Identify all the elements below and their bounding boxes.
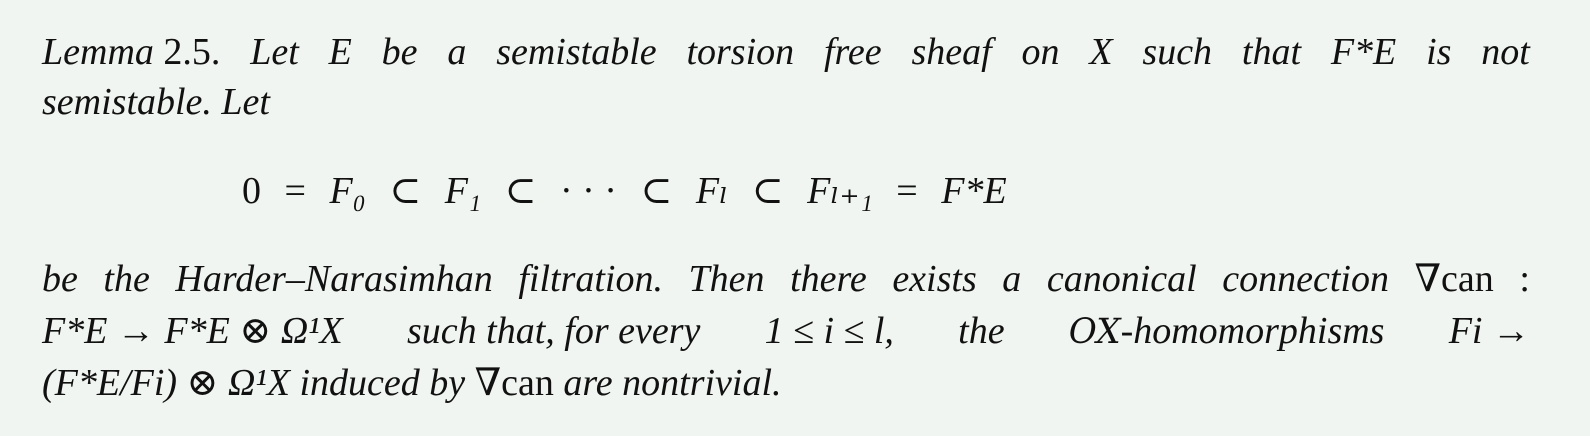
- nabla-can-symbol-2: ∇can: [474, 362, 554, 404]
- body-line-5: [42, 360, 1530, 405]
- word-sheaf: sheaf: [911, 31, 992, 73]
- word-is: is: [1426, 31, 1452, 73]
- eq-subset-2: ⊂: [504, 170, 537, 212]
- symbol-x: X: [1089, 31, 1113, 73]
- lemma-heading: Lemma 2.5.: [42, 31, 221, 73]
- body-line-3: [42, 256, 1530, 301]
- word-let: Let: [250, 31, 299, 73]
- lemma-line-2: semistable. Let: [42, 81, 270, 123]
- colon-symbol: :: [1519, 258, 1530, 300]
- display-equation: [242, 168, 1007, 213]
- word-free: free: [823, 31, 882, 73]
- symbol-fstar-e: F*E: [1330, 31, 1397, 73]
- word-connection: connection: [1222, 258, 1389, 300]
- eq-dots: · · ·: [560, 170, 617, 212]
- word-be-2: be: [42, 258, 78, 300]
- word-the-2: the: [958, 310, 1005, 352]
- body-line-4: [42, 308, 1530, 353]
- eq-subset-4: ⊂: [751, 170, 784, 212]
- sheaf-homomorphisms: [1069, 309, 1385, 353]
- word-the: the: [103, 258, 150, 300]
- lemma-line-1: [42, 30, 1530, 74]
- text-induced-by: induced by: [299, 362, 466, 404]
- structure-sheaf-symbol: OX: [1068, 312, 1121, 352]
- eq-fl-plus-1: Fₗ₊₁: [807, 170, 873, 212]
- text-homomorphisms: -homomorphisms: [1120, 310, 1385, 352]
- map-expression: F*E → F*E ⊗ Ω¹X: [42, 310, 343, 352]
- text-such-that: such that, for every: [407, 310, 701, 352]
- word-on: on: [1021, 31, 1060, 73]
- text-are-nontrivial: are nontrivial.: [563, 362, 782, 404]
- word-harder-narasimhan: Harder–Narasimhan: [175, 258, 493, 300]
- word-such: such: [1142, 31, 1213, 73]
- word-that: that: [1241, 31, 1302, 73]
- eq-f1: F₁: [444, 170, 482, 212]
- word-be: be: [381, 31, 418, 73]
- eq-subset-3: ⊂: [640, 170, 673, 212]
- word-canonical: canonical: [1046, 258, 1197, 300]
- word-not: not: [1481, 31, 1530, 73]
- word-a-2: a: [1002, 258, 1022, 300]
- map-fi: Fi →: [1448, 310, 1530, 352]
- symbol-e: E: [328, 31, 352, 73]
- index-range: 1 ≤ i ≤ l,: [764, 310, 894, 352]
- word-torsion: torsion: [686, 31, 795, 73]
- word-semistable: semistable: [496, 31, 657, 73]
- word-then: Then: [688, 258, 765, 300]
- eq-subset-1: ⊂: [389, 170, 422, 212]
- word-filtration: filtration.: [518, 258, 663, 300]
- word-there: there: [790, 258, 867, 300]
- eq-fstar-e: F*E: [941, 170, 1007, 212]
- eq-equals-2: =: [896, 170, 918, 212]
- eq-equals-1: =: [284, 170, 306, 212]
- eq-zero: 0: [242, 170, 261, 212]
- eq-fl: Fₗ: [695, 170, 729, 212]
- word-exists: exists: [892, 258, 977, 300]
- nabla-can-symbol: ∇can: [1414, 258, 1494, 300]
- word-a: a: [447, 31, 467, 73]
- quotient-expression: (F*E/Fi) ⊗ Ω¹X: [42, 362, 290, 404]
- eq-f0: F₀: [329, 170, 366, 212]
